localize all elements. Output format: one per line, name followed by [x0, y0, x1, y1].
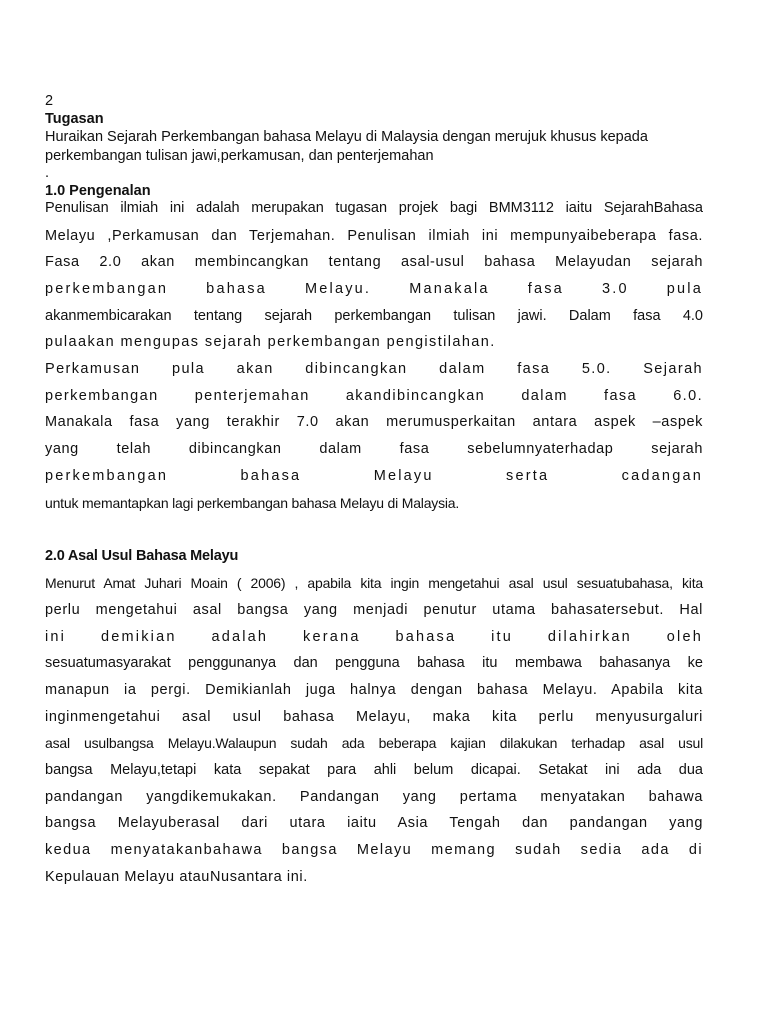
- task-text-line: perkembangan tulisan jawi,perkamusan, dan penterjemahan: [45, 148, 434, 164]
- paragraph-line: bangsa Melayuberasal dari utara iaitu Asia Tengah dan pandangan yang: [45, 815, 703, 831]
- paragraph-line: akanmembicarakan tentang sejarah perkembangan tulisan jawi. Dalam fasa 4.0: [45, 308, 703, 324]
- paragraph-line: Melayu ,Perkamusan dan Terjemahan. Penulisan ilmiah ini mempunyaibeberapa fasa.: [45, 228, 703, 244]
- paragraph-line: Menurut Amat Juhari Moain ( 2006) , apabila kita ingin mengetahui asal usul sesuatubahasa, kita: [45, 575, 703, 591]
- paragraph-line: perkembangan bahasa Melayu. Manakala fasa 3.0 pula: [45, 281, 703, 297]
- paragraph-line: yang telah dibincangkan dalam fasa sebelumnyaterhadap sejarah: [45, 441, 703, 457]
- section-heading-pengenalan: 1.0 Pengenalan: [45, 183, 151, 199]
- paragraph-line: Perkamusan pula akan dibincangkan dalam fasa 5.0. Sejarah: [45, 361, 703, 377]
- paragraph-line: pulaakan mengupas sejarah perkembangan pengistilahan.: [45, 334, 496, 350]
- paragraph-line: inginmengetahui asal usul bahasa Melayu, maka kita perlu menyusurgaluri: [45, 709, 703, 725]
- task-text-line: Huraikan Sejarah Perkembangan bahasa Melayu di Malaysia dengan merujuk khusus kepada: [45, 129, 648, 145]
- page-number: 2: [45, 93, 54, 109]
- paragraph-line: manapun ia pergi. Demikianlah juga halnya dengan bahasa Melayu. Apabila kita: [45, 682, 703, 698]
- paragraph-line: Penulisan ilmiah ini adalah merupakan tugasan projek bagi BMM3112 iaitu SejarahBahasa: [45, 200, 703, 216]
- paragraph-line: Kepulauan Melayu atauNusantara ini.: [45, 869, 308, 885]
- paragraph-line: perkembangan bahasa Melayu serta cadangan: [45, 468, 703, 484]
- paragraph-line: perlu mengetahui asal bangsa yang menjadi penutur utama bahasatersebut. Hal: [45, 602, 703, 618]
- separator-dot: .: [45, 165, 50, 181]
- section-heading-asal-usul: 2.0 Asal Usul Bahasa Melayu: [45, 548, 239, 564]
- paragraph-line: Manakala fasa yang terakhir 7.0 akan merumusperkaitan antara aspek –aspek: [45, 414, 703, 430]
- paragraph-line: perkembangan penterjemahan akandibincangkan dalam fasa 6.0.: [45, 388, 703, 404]
- paragraph-line: bangsa Melayu,tetapi kata sepakat para ahli belum dicapai. Setakat ini ada dua: [45, 762, 703, 778]
- paragraph-line: sesuatumasyarakat penggunanya dan pengguna bahasa itu membawa bahasanya ke: [45, 655, 703, 671]
- paragraph-line: Fasa 2.0 akan membincangkan tentang asal-usul bahasa Melayudan sejarah: [45, 254, 703, 270]
- paragraph-line: kedua menyatakanbahawa bangsa Melayu memang sudah sedia ada di: [45, 842, 703, 858]
- paragraph-line: ini demikian adalah kerana bahasa itu dilahirkan oleh: [45, 629, 703, 645]
- task-heading: Tugasan: [45, 111, 104, 127]
- paragraph-line: pandangan yangdikemukakan. Pandangan yang pertama menyatakan bahawa: [45, 789, 703, 805]
- paragraph-line: asal usulbangsa Melayu.Walaupun sudah ada beberapa kajian dilakukan terhadap asal usul: [45, 735, 703, 751]
- paragraph-line: untuk memantapkan lagi perkembangan bahasa Melayu di Malaysia.: [45, 495, 460, 511]
